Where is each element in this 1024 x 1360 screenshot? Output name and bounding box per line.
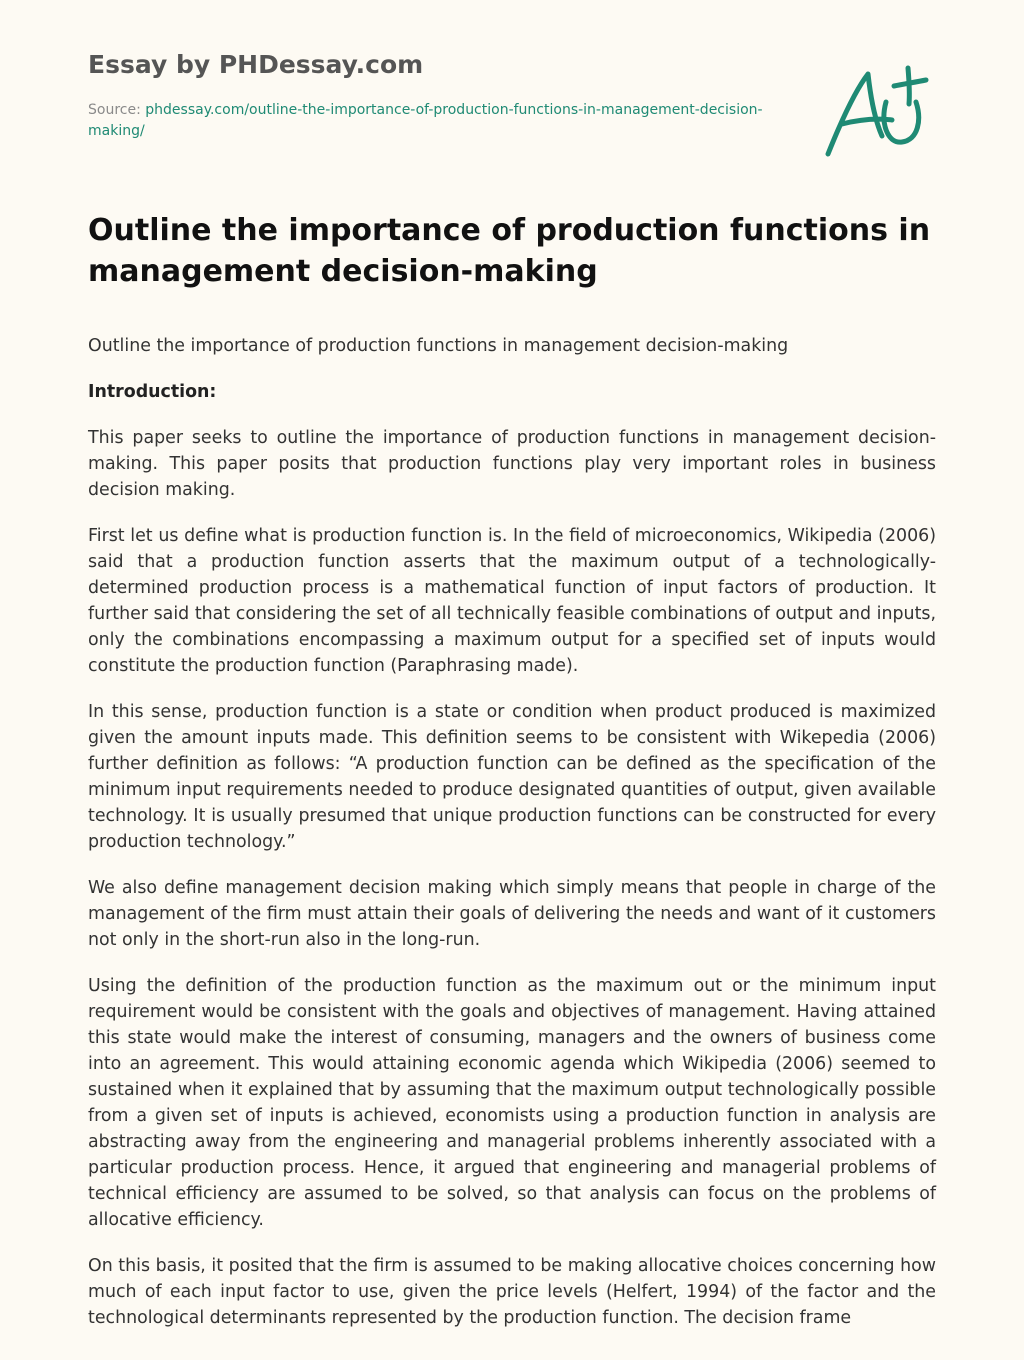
source-line [88,100,768,142]
a-plus-grade-icon [818,62,930,162]
paragraph: On this basis, it posited that the firm is assumed to be making allocative choices concerning how much of each input factor to use, given the price levels (Helfert, 1994) of the factor and the technological determinants represented by the production function. The decision frame [88,1256,936,1328]
paragraph: First let us define what is production function is. In the field of microeconomics, Wikipedia (2006) said that a production function asserts that the maximum output of a technologically-determined production process is a mathematical function of input factors of production. It further said that considering the set of all technically feasible combinations of output and inputs, only the combinations encompassing a maximum output for a specified set of inputs would constitute the production function (Paraphrasing made). [88,526,936,676]
site-brand: Essay by PHDessay.com [88,50,424,79]
essay-title: Outline the importance of production functions in management decision-making [88,213,931,289]
essay-subtitle: Outline the importance of production functions in management decision-making [88,336,789,356]
paragraph: We also define management decision making which simply means that people in charge of the management of the firm must attain their goals of delivering the needs and want of it customers not only in the short-run also in the long-run. [88,878,936,950]
section-heading-introduction: Introduction: [88,382,217,402]
essay-body [88,333,936,1351]
source-link[interactable]: phdessay.com/outline-the-importance-of-production-functions-in-management-decision-making/ [88,102,763,139]
source-label: Source: [88,102,146,118]
paragraph: In this sense, production function is a state or condition when product produced is maximized given the amount inputs made. This definition seems to be consistent with Wikepedia (2006) further definition as follows: “A production function can be defined as the specification of the minimum input requirements needed to produce designated quantities of output, given available technology. It is usually presumed that unique production functions can be constructed for every production technology.” [88,702,936,852]
paragraph: Using the definition of the production function as the maximum out or the minimum input requirement would be consistent with the goals and objectives of management. Having attained this state would make the interest of consuming, managers and the owners of business come into an agreement. This would attaining economic agenda which Wikipedia (2006) seemed to sustained when it explained that by assuming that the maximum output technologically possible from a given set of inputs is achieved, economists using a production function in analysis are abstracting away from the engineering and managerial problems inherently associated with a particular production process. Hence, it argued that engineering and managerial problems of technical efficiency are assumed to be solved, so that analysis can focus on the problems of allocative efficiency. [88,976,936,1230]
paragraph: This paper seeks to outline the importance of production functions in management decision-making. This paper posits that production functions play very important roles in business decision making. [88,428,936,500]
